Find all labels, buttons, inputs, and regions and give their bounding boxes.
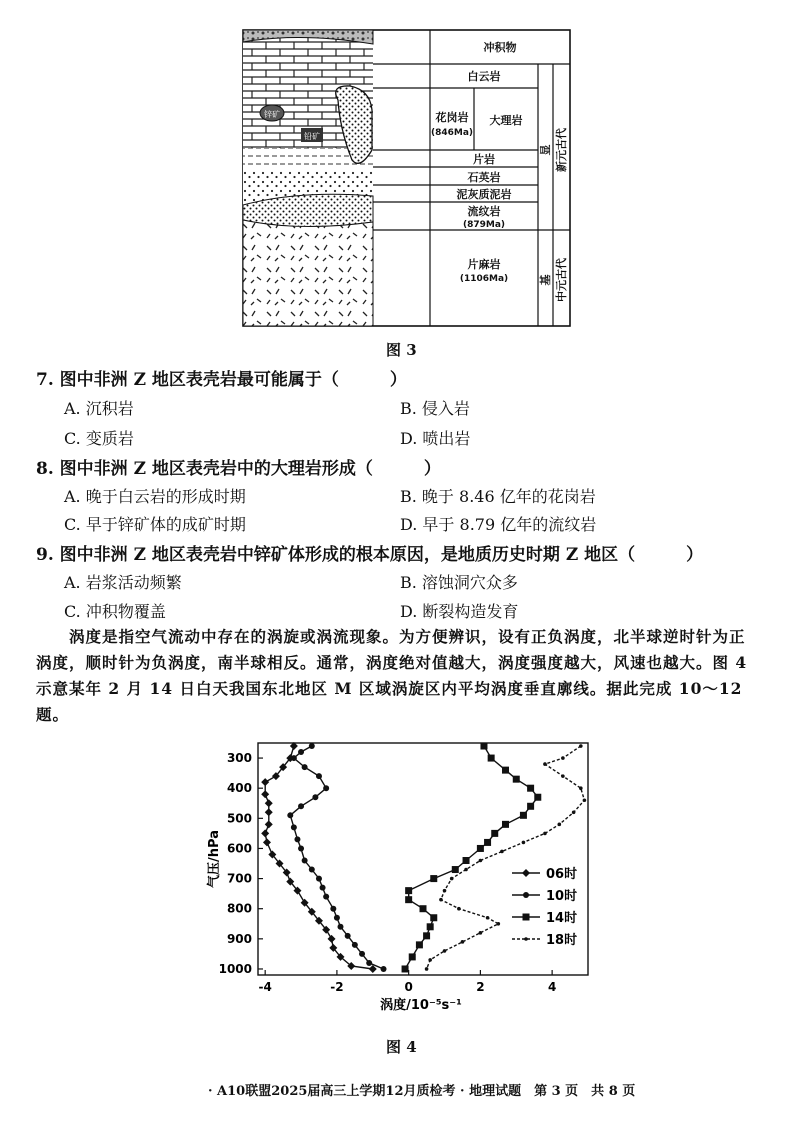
series-1: [287, 743, 386, 972]
series-2-point-20: [423, 932, 430, 939]
x-tick-label-0: -4: [258, 980, 272, 994]
era-prefix-1: 显: [539, 144, 552, 156]
layer-marl: 泥灰质泥岩: [456, 188, 512, 201]
series-1-point-13: [309, 867, 315, 873]
series-line-0: [265, 746, 373, 969]
q8-option-a[interactable]: A. 晚于白云岩的形成时期: [64, 487, 246, 506]
legend-label-1: 10时: [546, 889, 578, 904]
series-line-1: [290, 746, 383, 969]
series-3-point-0: [579, 744, 583, 748]
series-3-point-14: [443, 889, 447, 893]
series-2-point-8: [502, 821, 509, 828]
series-2: [402, 743, 542, 973]
series-0-point-4: [261, 778, 269, 786]
series-3-point-10: [500, 850, 504, 854]
series-1-point-24: [381, 966, 387, 972]
legend-label-3: 18时: [546, 933, 578, 948]
y-tick-label-400: 400: [226, 781, 252, 796]
series-3-point-20: [461, 940, 465, 944]
series-2-point-19: [427, 923, 434, 930]
series-3-point-18: [497, 922, 501, 926]
series-2-point-14: [430, 875, 437, 882]
series-1-point-20: [345, 933, 351, 939]
x-tick-label-1: -2: [330, 980, 344, 994]
series-2-point-12: [463, 857, 470, 864]
layer-gneiss-age: (1106Ma): [459, 274, 509, 284]
q8-option-b[interactable]: B. 晚于 8.46 亿年的花岗岩: [400, 487, 596, 506]
series-0-point-7: [265, 808, 273, 816]
series-3-point-8: [543, 832, 547, 836]
series-2-point-0: [480, 743, 487, 750]
series-3-point-6: [572, 810, 576, 814]
layer-granite: 花岗岩: [435, 111, 469, 124]
era-neoproterozoic: 新元古代: [555, 128, 568, 172]
page-footer: · A10联盟2025届高三上学期12月质检考 · 地理试题 第 3 页 共 8 页: [208, 1084, 636, 1099]
series-3-point-15: [439, 898, 443, 902]
series-0-point-5: [261, 790, 269, 798]
series-3-point-2: [543, 762, 547, 766]
geology-figure: [0, 0, 800, 330]
series-1-point-22: [359, 951, 365, 957]
series-1-point-11: [298, 845, 304, 851]
series-0-point-10: [263, 838, 271, 846]
series-2-point-9: [491, 830, 498, 837]
y-tick-label-1000: 1000: [218, 961, 252, 976]
series-1-point-10: [294, 836, 300, 842]
series-1-point-12: [302, 858, 308, 864]
series-2-point-13: [452, 866, 459, 873]
layer-dolomite: 白云岩: [467, 70, 501, 83]
q7-option-b[interactable]: B. 侵入岩: [400, 399, 470, 418]
era-mesoproterozoic: 中元古代: [555, 258, 568, 302]
series-1-point-9: [291, 824, 297, 830]
series-1-point-16: [323, 894, 329, 900]
series-2-point-1: [488, 755, 495, 762]
layer-alluvium: 冲积物: [483, 41, 517, 54]
q8-option-d[interactable]: D. 早于 8.79 亿年的流纹岩: [400, 515, 597, 534]
series-3-point-1: [561, 756, 565, 760]
series-1-point-8: [287, 812, 293, 818]
series-1-point-17: [330, 906, 336, 912]
series-1-point-23: [366, 960, 372, 966]
series-3-point-11: [479, 859, 483, 863]
q7-option-d[interactable]: D. 喷出岩: [400, 429, 471, 448]
series-3-point-12: [464, 868, 468, 872]
layer-rhyolite: 流纹岩: [467, 205, 501, 218]
series-2-point-5: [534, 794, 541, 801]
series-3-point-22: [428, 958, 432, 962]
q9-option-d[interactable]: D. 断裂构造发育: [400, 602, 519, 621]
series-1-point-1: [298, 749, 304, 755]
vorticity-passage: 涡度是指空气流动中存在的涡旋或涡流现象。为方便辨识，设有正负涡度，北半球逆时针为正涡度，顺时针为负涡度，南半球相反。通常，涡度绝对值越大，涡度强度越大，风速也越大。图 4 示意某年 2 月 14 日白天我国东北地区 M 区域涡旋区内平均涡度垂直廓线。据此完成 10～12 题。: [36, 627, 748, 724]
y-tick-label-700: 700: [226, 871, 252, 886]
series-1-point-4: [316, 773, 322, 779]
series-2-point-7: [520, 812, 527, 819]
series-3-point-21: [443, 949, 447, 953]
y-tick-label-500: 500: [226, 811, 252, 826]
x-tick-label-3: 2: [476, 980, 485, 994]
q7-option-c[interactable]: C. 变质岩: [64, 429, 134, 448]
legend-label-2: 14时: [546, 911, 578, 926]
layer-schist: 片岩: [473, 153, 495, 166]
ore-label-zinc: 锌矿: [264, 110, 280, 119]
layer-granite-age: (846Ma): [430, 128, 474, 138]
q9-option-b[interactable]: B. 溶蚀洞穴众多: [400, 573, 518, 592]
series-2-point-18: [430, 914, 437, 921]
q7-option-a[interactable]: A. 沉积岩: [64, 399, 134, 418]
series-1-point-2: [291, 755, 297, 761]
series-2-point-16: [405, 896, 412, 903]
series-3-point-13: [450, 877, 454, 881]
series-3-point-5: [583, 798, 587, 802]
series-0-point-8: [265, 820, 273, 828]
series-2-point-11: [477, 845, 484, 852]
series-3-point-16: [457, 907, 461, 911]
layer-marble: 大理岩: [489, 114, 523, 127]
series-3-point-9: [522, 841, 526, 845]
series-3-point-17: [486, 916, 490, 920]
q8-option-c[interactable]: C. 早于锌矿体的成矿时期: [64, 515, 246, 534]
figure3-caption: 图 3: [386, 341, 417, 359]
question-7-stem: 7. 图中非洲 Z 地区表壳岩最可能属于（ ）: [36, 370, 407, 390]
series-2-point-10: [484, 839, 491, 846]
lithology-column: [243, 30, 373, 326]
series-2-point-2: [502, 767, 509, 774]
legend-marker-1: [523, 892, 529, 898]
series-1-point-21: [352, 942, 358, 948]
series-1-point-19: [338, 924, 344, 930]
y-tick-label-900: 900: [226, 931, 252, 946]
legend-marker-2: [523, 914, 530, 921]
series-1-point-3: [302, 764, 308, 770]
series-3-point-4: [579, 786, 583, 790]
series-2-point-22: [409, 953, 416, 960]
series-1-point-14: [316, 876, 322, 882]
series-1-point-15: [320, 885, 326, 891]
series-2-point-17: [420, 905, 427, 912]
layer-gneiss: 片麻岩: [467, 258, 501, 271]
series-0-point-9: [261, 829, 269, 837]
legend-marker-3: [524, 937, 528, 941]
legend-label-0: 06时: [546, 867, 578, 882]
ore-label-lead: 铅矿: [304, 132, 320, 141]
series-1-point-6: [312, 794, 318, 800]
series-2-point-15: [405, 887, 412, 894]
series-2-point-23: [402, 965, 409, 972]
q9-option-c[interactable]: C. 冲积物覆盖: [64, 602, 166, 621]
y-tick-label-300: 300: [226, 751, 252, 766]
layer-rhyolite-age: (879Ma): [462, 220, 506, 230]
series-1-point-7: [298, 803, 304, 809]
series-1-point-18: [334, 915, 340, 921]
series-3-point-3: [561, 774, 565, 778]
era-prefix-2: 基: [539, 274, 552, 286]
x-tick-label-2: 0: [404, 980, 413, 994]
question-9-stem: 9. 图中非洲 Z 地区表壳岩中锌矿体形成的根本原因，是地质历史时期 Z 地区（ ）: [36, 545, 704, 565]
series-1-point-5: [323, 785, 329, 791]
x-axis-label: 涡度/10⁻⁵s⁻¹: [380, 998, 462, 1013]
question-8-stem: 8. 图中非洲 Z 地区表壳岩中的大理岩形成（ ）: [36, 459, 441, 479]
y-axis-label: 气压/hPa: [207, 830, 222, 888]
y-tick-label-600: 600: [226, 841, 252, 856]
x-tick-label-4: 4: [547, 980, 557, 994]
series-2-point-4: [527, 785, 534, 792]
series-0-point-20: [328, 935, 336, 943]
series-0-point-6: [265, 799, 273, 807]
series-2-point-6: [527, 803, 534, 810]
q9-option-a[interactable]: A. 岩浆活动频繁: [64, 573, 182, 592]
series-1-point-0: [309, 743, 315, 749]
series-2-point-3: [513, 776, 520, 783]
legend-marker-0: [522, 869, 530, 877]
y-tick-label-800: 800: [226, 901, 252, 916]
figure4-caption: 图 4: [386, 1038, 417, 1056]
layer-quartzite: 石英岩: [467, 171, 501, 184]
series-3-point-7: [558, 823, 562, 827]
series-3-point-19: [479, 931, 483, 935]
series-2-point-21: [416, 941, 423, 948]
vorticity-chart: [0, 735, 800, 1025]
series-3-point-23: [425, 967, 429, 971]
